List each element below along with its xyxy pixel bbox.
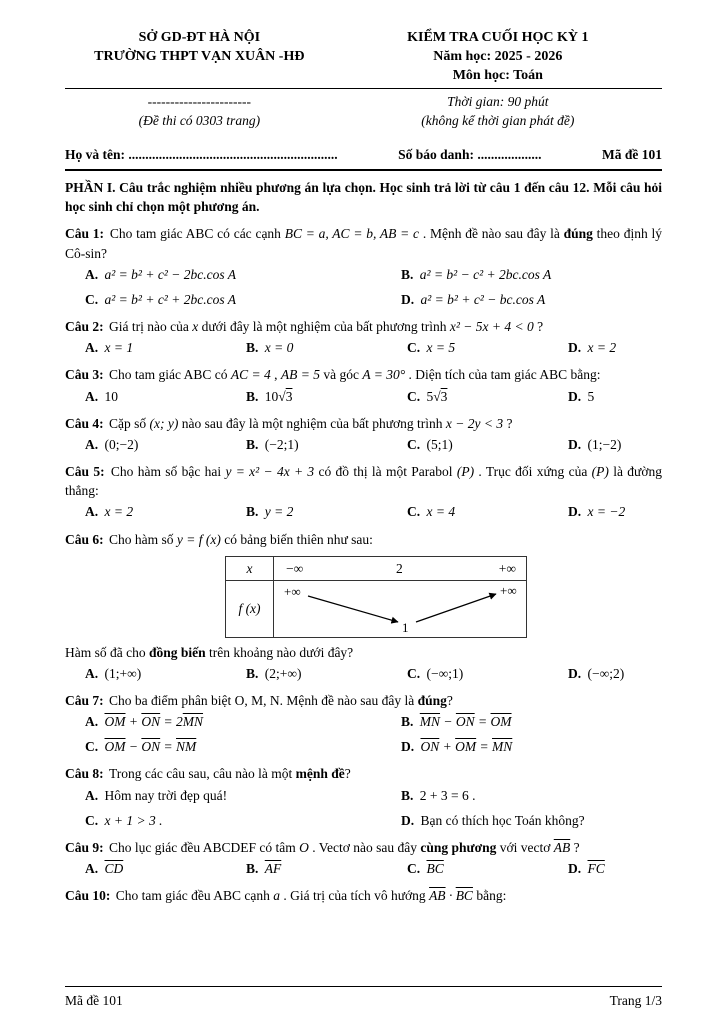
text-segment: $\overline{OM}$ [455,739,477,755]
variation-table-figure [225,556,527,638]
text-segment: (−∞;2) [587,665,625,681]
text-segment: ? [570,839,580,855]
text-segment: $\overline{MN}$ [182,714,204,730]
text-segment: AC = 4 [230,367,271,383]
text-segment: ? [446,692,453,708]
option-a [85,265,395,284]
header-divider [65,88,662,89]
question-text [65,691,662,710]
header-bottom-row [65,92,662,130]
text-segment: (−∞;1) [426,665,464,681]
text-segment: · [445,888,456,904]
question-number: Câu 2: [65,319,108,335]
option-label: B. [246,388,262,404]
text-segment: a [273,888,280,904]
text-segment: Hôm nay trời đẹp quá! [104,787,228,803]
question-5 [65,462,662,521]
part1-heading: PHẦN I. Câu trắc nghiệm nhiều phương án lựa chọn. Học sinh trả lời từ câu 1 đến câu 12. Mỗi câu hỏi học sinh chỉ chọn một phương án. [65,180,662,215]
option-c [407,664,562,683]
option-label: D. [568,665,585,681]
text-segment: $\overline{OM}$ [104,714,126,730]
text-segment: = 2 [160,714,183,730]
text-segment: Cho lục giác đều ABCDEF có tâm [109,839,300,855]
text-segment: . Vectơ nào sau đây [308,839,421,855]
text-segment: có đồ thị là một Parabol [314,464,457,480]
text-segment: = [476,739,493,755]
text-segment: $\overline{OM}$ [104,739,126,755]
footer-row [65,991,662,1010]
option-label: B. [401,787,417,803]
header-right-block [334,28,662,85]
option-label: A. [85,436,102,452]
option-label: D. [401,812,418,828]
text-segment: = [474,714,491,730]
option-label: C. [407,436,424,452]
text-segment: . Diện tích của tam giác ABC bằng: [405,367,601,383]
header-right-block-2 [334,92,662,130]
text-segment: ? [503,415,513,431]
x-right-value: +∞ [498,560,516,576]
option-label: B. [246,504,262,520]
increasing-arrow [416,594,496,622]
text-segment: $\overline{ON}$ [141,714,161,730]
option-label: C. [407,665,424,681]
text-segment: Giá trị nào của [109,319,193,335]
f-label-cell: f (x) [226,581,274,637]
text-segment: a² = b² − c² + 2bc.cos A [419,266,552,282]
text-segment: a² = b² + c² − 2bc.cos A [104,266,236,282]
text-segment: (2;+∞) [264,665,302,681]
text-segment: cùng phương [420,839,497,855]
text-segment: bằng: [472,888,507,904]
text-segment: là đường thẳng: [65,464,662,499]
question-6 [65,530,662,683]
candidate-number-label: Số báo danh: ................... [398,147,542,162]
text-segment: a² = b² + c² − bc.cos A [420,291,546,307]
option-d [568,435,662,454]
text-segment: . Giá trị của tích vô hướng [280,888,430,904]
text-segment: Bạn có thích học Toán không? [420,812,585,828]
option-label: A. [85,787,102,803]
footer-page-number: Trang 1/3 [609,992,662,1008]
text-segment: x = 0 [264,340,294,356]
text-segment: Cho tam giác đều ABC cạnh [115,888,274,904]
options [65,502,662,521]
exam-title: KIỂM TRA CUỐI HỌC KỲ 1 [407,30,589,45]
text-segment: x − 2y < 3 [445,415,504,431]
question-text [65,764,662,783]
option-d [568,387,662,406]
option-d [568,859,662,878]
text-segment: $\overline{ON}$ [420,739,440,755]
option-label: C. [407,388,424,404]
footer-exam-code: Mã đề 101 [65,992,123,1008]
text-segment: $\overline{FC}$ [587,861,605,877]
option-label: B. [246,665,262,681]
question-10 [65,886,662,905]
option-label: B. [401,266,417,282]
text-segment: AB = 5 [280,367,320,383]
text-segment: (x; y) [149,415,179,431]
option-c [407,435,562,454]
x-values-cell [274,557,526,580]
section-divider [65,169,662,171]
text-segment: 5√ [426,388,441,404]
options [65,435,662,454]
text-segment: x² − 5x + 4 < 0 [449,319,534,335]
question-number: Câu 4: [65,415,108,431]
text-segment: (5;1) [426,436,453,452]
option-b [246,502,401,521]
question-9 [65,838,662,878]
option-a [85,435,240,454]
text-segment: $\overline{AF}$ [264,861,282,877]
text-segment: (1;−2) [587,436,622,452]
text-segment: Trong các câu sau, câu nào là một [109,766,296,782]
text-segment: trên khoảng nào dưới đây? [205,644,354,660]
text-segment: $\overline{BC}$ [426,861,444,877]
text-segment: $\overline{MN}$ [492,739,513,755]
option-label: C. [407,340,424,356]
option-label: A. [85,388,102,404]
text-segment: 3 [440,388,448,404]
option-label: B. [246,861,262,877]
text-segment: Cho tam giác ABC có [109,367,231,383]
text-segment: a² = b² + c² + 2bc.cos A [104,291,236,307]
option-b [246,338,401,357]
option-label: D. [568,388,585,404]
option-label: A. [85,266,102,282]
option-label: D. [568,504,585,520]
f-min-value: 1 [402,619,409,635]
options [65,338,662,357]
variation-table-x-row [226,557,526,581]
duration: Thời gian: 90 phút [447,94,549,109]
option-label: C. [85,812,102,828]
text-segment: Hàm số đã cho [65,644,149,660]
text-segment: mệnh đề [295,766,345,782]
question-1 [65,224,662,309]
option-a [85,859,240,878]
option-label: C. [85,739,102,755]
option-a [85,387,240,406]
text-segment: x + 1 > 3 . [104,812,163,828]
options [65,664,662,683]
option-label: A. [85,340,102,356]
option-c [85,811,395,830]
option-c [407,502,562,521]
school-year: Năm học: 2025 - 2026 [433,49,563,64]
options [65,712,662,756]
option-label: D. [568,340,585,356]
header-left-block-2 [65,92,334,130]
option-b [401,265,662,284]
option-a [85,712,395,731]
text-segment: − [440,714,456,730]
text-segment: A = 30° [362,367,406,383]
header-top-row [65,28,662,85]
text-segment: Cho tam giác ABC có các cạnh [109,226,285,242]
text-segment: đồng biến [148,644,206,660]
text-segment: Cho hàm số bậc hai [110,464,226,480]
text-segment: $\overline{AB}$ [553,839,571,855]
text-segment: $\overline{AB}$ [429,888,446,904]
option-label: B. [401,714,417,730]
text-segment: với vectơ [496,839,554,855]
question-text [65,462,662,500]
option-b [246,859,401,878]
text-segment: x [192,319,199,335]
option-c [407,859,562,878]
question-number: Câu 6: [65,531,108,547]
text-segment: $\overline{OM}$ [490,714,512,730]
text-segment: O [299,839,309,855]
text-segment: . Trục đối xứng của [474,464,592,480]
option-c [407,338,562,357]
f-values-cell [274,581,526,637]
option-a [85,338,240,357]
option-d [401,737,662,756]
option-c [407,387,562,406]
question-text [65,365,662,384]
question-4 [65,414,662,454]
option-label: B. [246,436,262,452]
question-text-2 [65,643,662,662]
text-segment: $\overline{CD}$ [104,861,124,877]
option-d [401,290,662,309]
option-b [401,712,662,731]
option-label: C. [407,504,424,520]
options [65,786,662,830]
decreasing-arrow [308,596,398,622]
text-segment: y = x² − 4x + 3 [225,464,315,480]
text-segment: (P) [456,464,475,480]
option-b [401,786,662,805]
text-segment: Cho hàm số [109,531,177,547]
option-label: D. [568,861,585,877]
text-segment: , [270,367,281,383]
question-text [65,838,662,857]
text-segment: có bảng biến thiên như sau: [220,531,373,547]
option-a [85,664,240,683]
text-segment: y = 2 [264,504,294,520]
dashes: ----------------------- [147,94,252,109]
question-7 [65,691,662,756]
option-label: A. [85,504,102,520]
text-segment: $\overline{ON}$ [141,739,161,755]
variation-arrows [274,581,526,637]
text-segment: Cặp số [109,415,150,431]
footer-divider [65,986,662,987]
option-label: C. [407,861,424,877]
text-segment: theo định lý Cô-sin? [65,226,662,261]
text-segment: = [160,739,177,755]
text-segment: x = 5 [426,340,456,356]
pages-note: (Đề thi có 0303 trang) [138,113,261,128]
f-top-left-value: +∞ [284,583,301,599]
question-number: Câu 1: [65,226,108,242]
text-segment: x = 2 [104,504,134,520]
text-segment: và góc [320,367,363,383]
variation-table-f-row [226,581,526,637]
option-d [568,338,662,357]
option-c [85,290,395,309]
text-segment: 5 [587,388,595,404]
text-segment: ? [533,319,544,335]
option-b [246,387,401,406]
text-segment: nào sau đây là một nghiệm của bất phương trình [178,415,446,431]
option-label: B. [246,340,262,356]
option-b [246,664,401,683]
text-segment: x = −2 [587,504,626,520]
option-a [85,502,240,521]
option-label: D. [401,291,418,307]
option-b [246,435,401,454]
text-segment: BC = a, AC = b, AB = c [284,226,420,242]
question-number: Câu 9: [65,839,108,855]
question-number: Câu 5: [65,464,109,480]
options [65,387,662,406]
text-segment: Cho ba điểm phân biệt O, M, N. Mệnh đề nào sau đây là [109,692,418,708]
text-segment: $\overline{MN}$ [419,714,441,730]
department-name: SỞ GD-ĐT HÀ NỘI [138,30,261,45]
text-segment: − [125,739,142,755]
question-number: Câu 8: [65,766,108,782]
option-c [85,737,395,756]
question-text [65,224,662,262]
subject: Môn học: Toán [452,68,543,83]
text-segment: 10 [104,388,118,404]
text-segment: + [125,714,142,730]
questions [65,224,662,905]
text-segment: 10√ [264,388,286,404]
option-a [85,786,395,805]
question-number: Câu 7: [65,692,108,708]
text-segment: x = 4 [426,504,456,520]
text-segment: (P) [591,464,609,480]
x-mid-value: 2 [396,560,403,576]
page-footer [65,986,662,1010]
text-segment: y = f (x) [176,531,221,547]
name-field-label: Họ và tên: .............................................................. [65,147,338,162]
text-segment: 2 + 3 = 6 . [419,787,476,803]
text-segment: (0;−2) [104,436,139,452]
question-text [65,414,662,433]
question-3 [65,365,662,405]
text-segment: $\overline{BC}$ [455,888,473,904]
options [65,859,662,878]
text-segment: đúng [417,692,447,708]
student-info-row [65,145,662,164]
text-segment: 3 [285,388,293,404]
question-number: Câu 10: [65,888,114,904]
exam-code-badge: Mã đề 101 [601,147,662,162]
text-segment: (−2;1) [264,436,299,452]
text-segment: (1;+∞) [104,665,142,681]
duration-note: (không kể thời gian phát đề) [421,113,575,128]
text-segment: đúng [563,226,593,242]
text-segment: x = 1 [104,340,134,356]
text-segment: $\overline{ON}$ [455,714,475,730]
text-segment: dưới đây là một nghiệm của bất phương trình [198,319,450,335]
option-label: A. [85,714,102,730]
option-label: A. [85,665,102,681]
option-d [401,811,662,830]
option-label: C. [85,291,102,307]
option-label: A. [85,861,102,877]
options [65,265,662,309]
f-top-right-value: +∞ [500,582,517,598]
question-text [65,317,662,336]
school-name: TRƯỜNG THPT VẠN XUÂN -HĐ [94,49,305,64]
option-d [568,664,662,683]
option-label: D. [401,739,418,755]
text-segment: . Mệnh đề nào sau đây là [419,226,564,242]
question-8 [65,764,662,829]
text-segment: + [439,739,456,755]
text-segment: $\overline{NM}$ [176,739,197,755]
header-left-block [65,28,334,85]
question-text [65,886,662,905]
x-label-cell: x [226,557,274,580]
question-2 [65,317,662,357]
x-left-value: −∞ [286,560,304,576]
option-label: D. [568,436,585,452]
question-text [65,530,662,549]
question-number: Câu 3: [65,367,108,383]
option-d [568,502,662,521]
text-segment: ? [344,766,351,782]
text-segment: x = 2 [587,340,617,356]
exam-header [65,28,662,130]
